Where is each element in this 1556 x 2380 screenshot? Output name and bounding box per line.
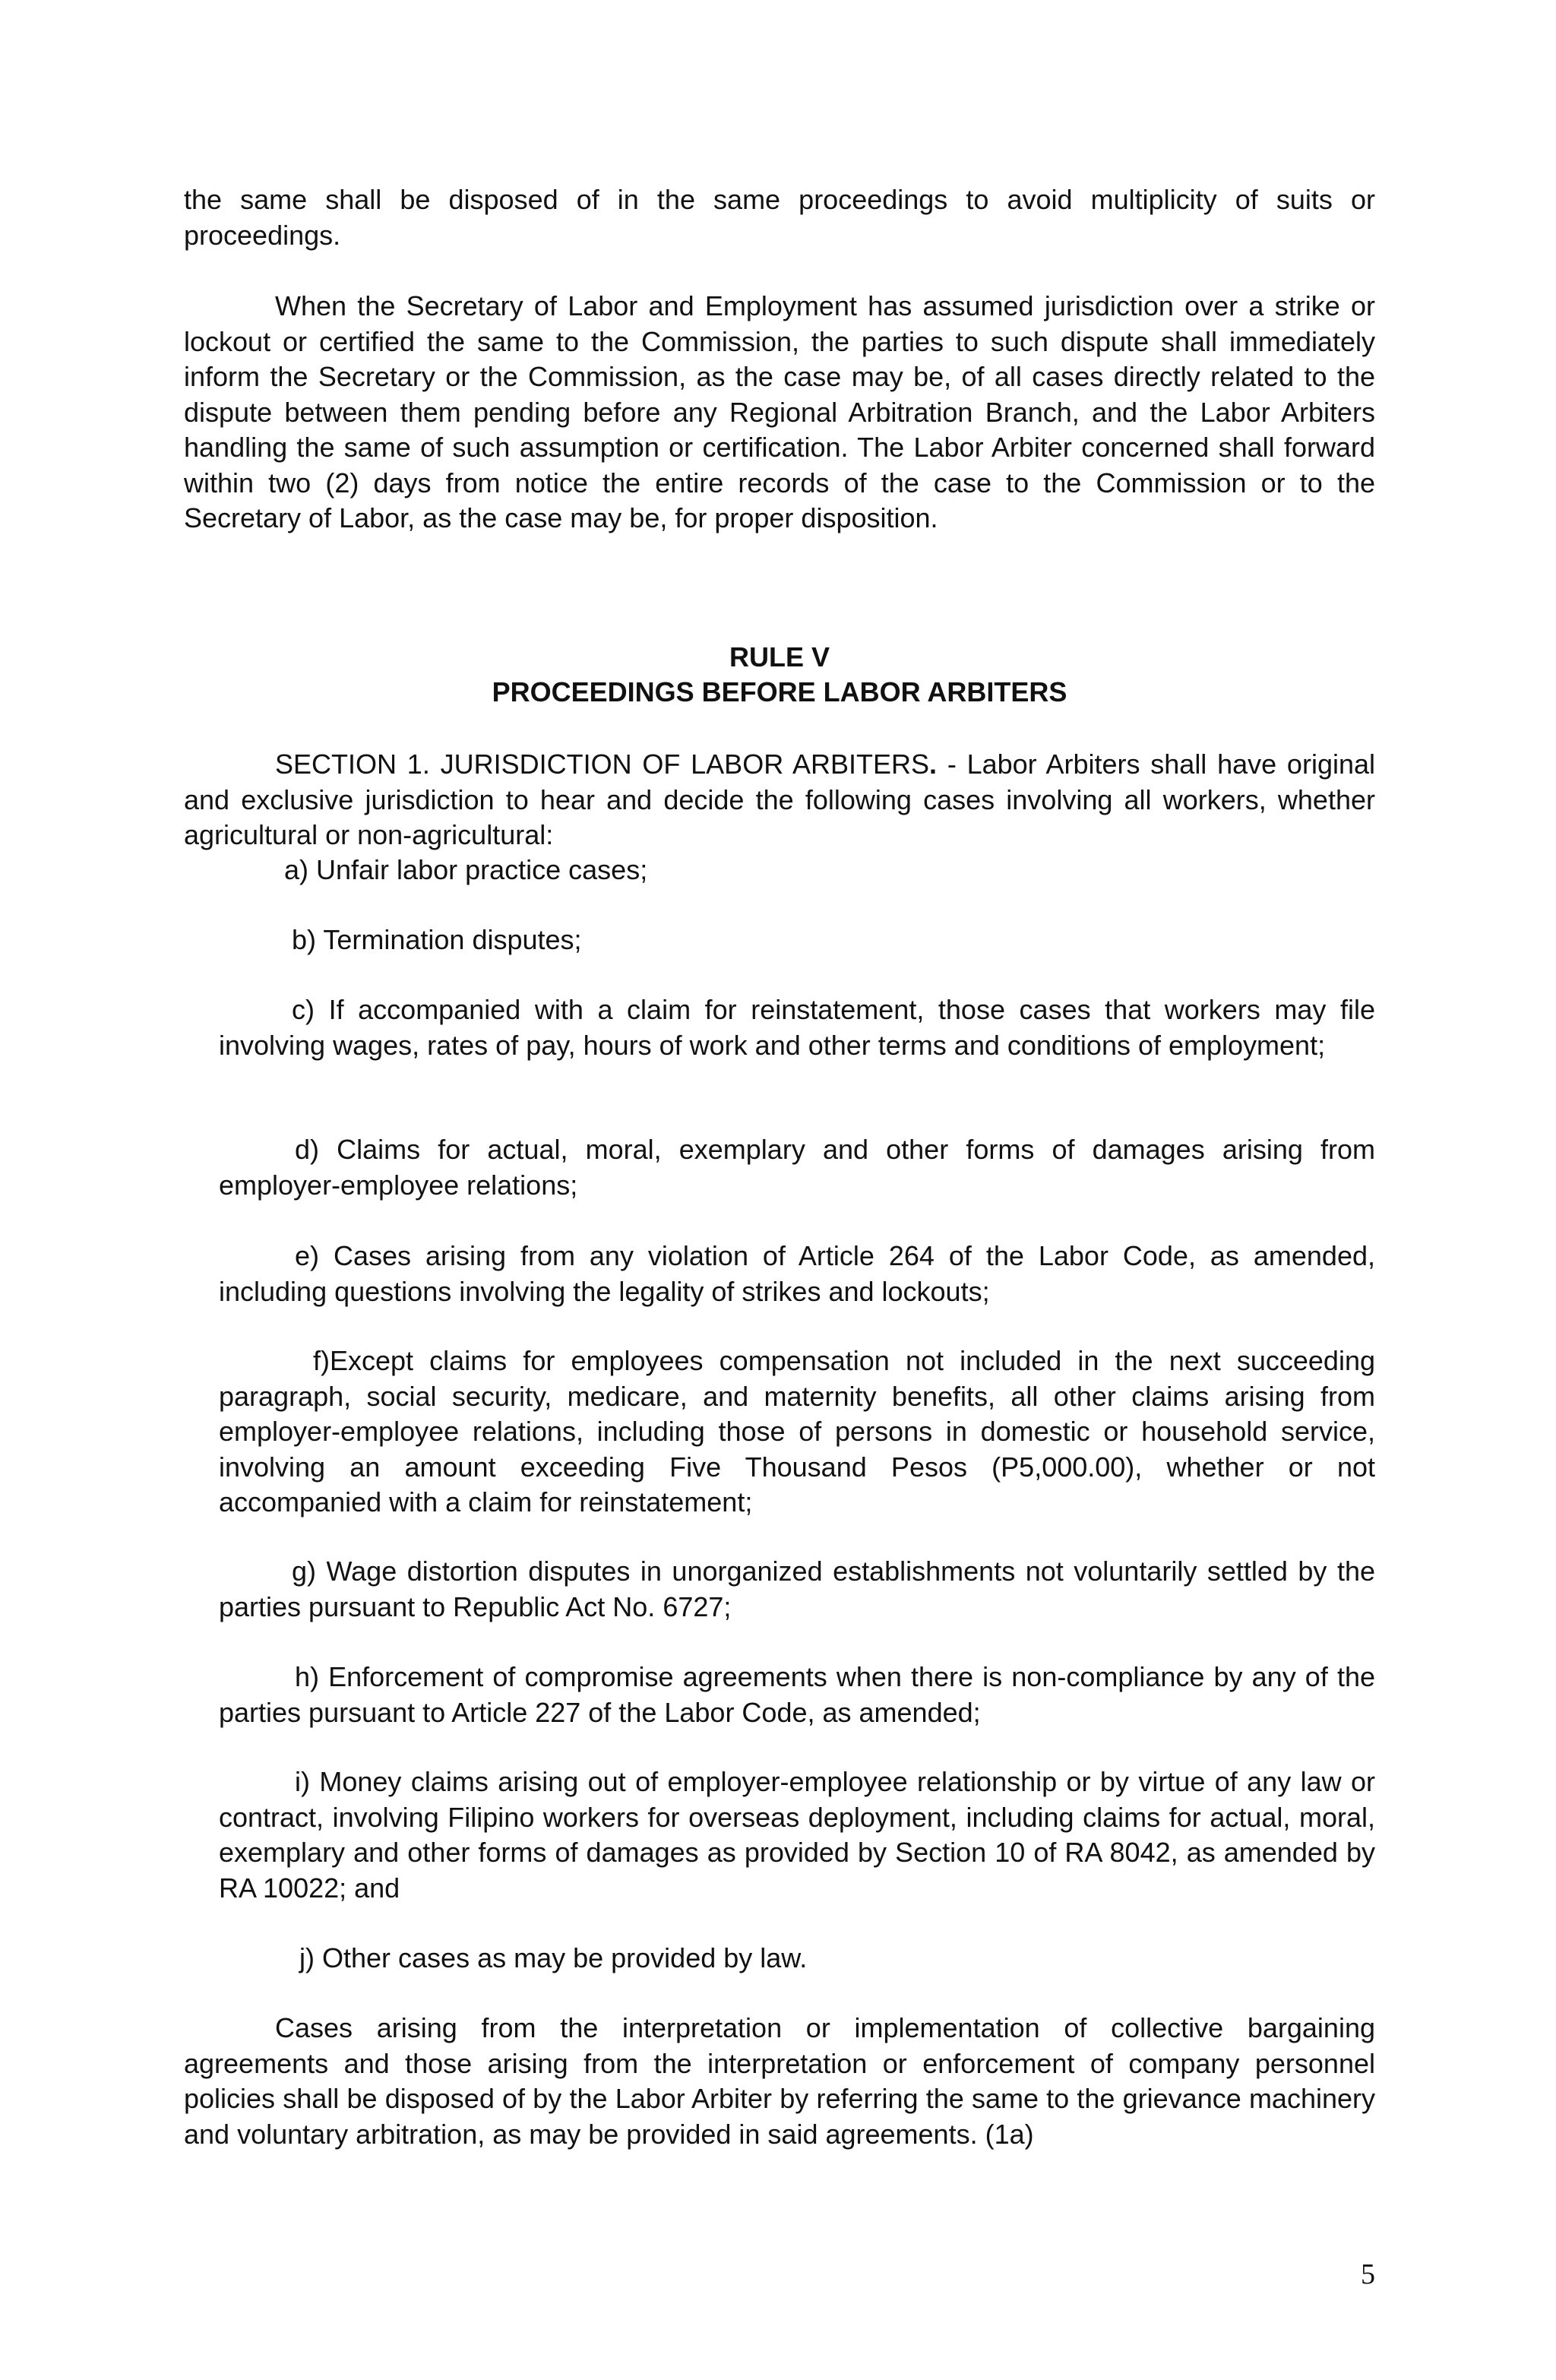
list-item-b: b) Termination disputes; — [292, 924, 582, 955]
section-title: SECTION 1. JURISDICTION OF LABOR ARBITERS — [275, 748, 930, 780]
rule-title: PROCEEDINGS BEFORE LABOR ARBITERS — [492, 676, 1067, 707]
page-number: 5 — [1361, 2258, 1375, 2290]
list-item-f: f)Except claims for employees compensation not included in the next succeeding paragraph, social security, medicare, and maternity benefits, all other claims arising from employer-employee relations, including those of persons in domestic or household service, involving an amount exceeding Five Thousand Pesos (P5,000.00), whether or not accompanied with a claim for reinstatement; — [219, 1345, 1375, 1518]
closing-paragraph: Cases arising from the interpretation or implementation of collective bargaining agreements and those arising from the interpretation or enforcement of company personnel policies shall be disposed of by the Labor Arbiter by referring the same to the grievance machinery and voluntary arbitration, as may be provided in said agreements. (1a) — [184, 2012, 1375, 2150]
assumption-paragraph: When the Secretary of Labor and Employment has assumed jurisdiction over a strike or lockout or certified the same to the Commission, the parties to such dispute shall immediately inform the Secretary or the Commission, as the case may be, of all cases directly related to the dispute between them pending before any Regional Arbitration Branch, and the Labor Arbiters handling the same of such assumption or certification. The Labor Arbiter concerned shall forward within two (2) days from notice the entire records of the case to the Commission or to the Secretary of Labor, as the case may be, for proper disposition. — [184, 290, 1375, 533]
list-item-d: d) Claims for actual, moral, exemplary and other forms of damages arising from employer-employee relations; — [219, 1134, 1375, 1201]
list-item-i: i) Money claims arising out of employer-employee relationship or by virtue of any law or contract, involving Filipino workers for overseas deployment, including claims for actual, moral, exemplary and other forms of damages as provided by Section 10 of RA 8042, as amended by RA 10022; and — [219, 1766, 1375, 1904]
list-item-h: h) Enforcement of compromise agreements when there is non-compliance by any of the parties pursuant to Article 227 of the Labor Code, as amended; — [219, 1661, 1375, 1728]
section-paragraph — [184, 747, 1375, 853]
rule-heading: RULE V — [729, 641, 830, 673]
intro-paragraph: the same shall be disposed of in the same proceedings to avoid multiplicity of suits or proceedings. — [184, 184, 1375, 251]
list-item-e: e) Cases arising from any violation of Article 264 of the Labor Code, as amended, including questions involving the legality of strikes and lockouts; — [219, 1240, 1375, 1307]
list-item-a: a) Unfair labor practice cases; — [284, 854, 648, 885]
list-item-c: c) If accompanied with a claim for reinstatement, those cases that workers may file involving wages, rates of pay, hours of work and other terms and conditions of employment; — [219, 994, 1375, 1061]
section-text: - Labor Arbiters shall have original and exclusive jurisdiction to hear and decide the following cases involving all workers, whether agricultural or non-agricultural: — [184, 748, 1375, 850]
list-item-j: j) Other cases as may be provided by law. — [299, 1942, 808, 1973]
list-item-g: g) Wage distortion disputes in unorganized establishments not voluntarily settled by the parties pursuant to Republic Act No. 6727; — [219, 1556, 1375, 1622]
section-title-dot: . — [929, 748, 938, 780]
